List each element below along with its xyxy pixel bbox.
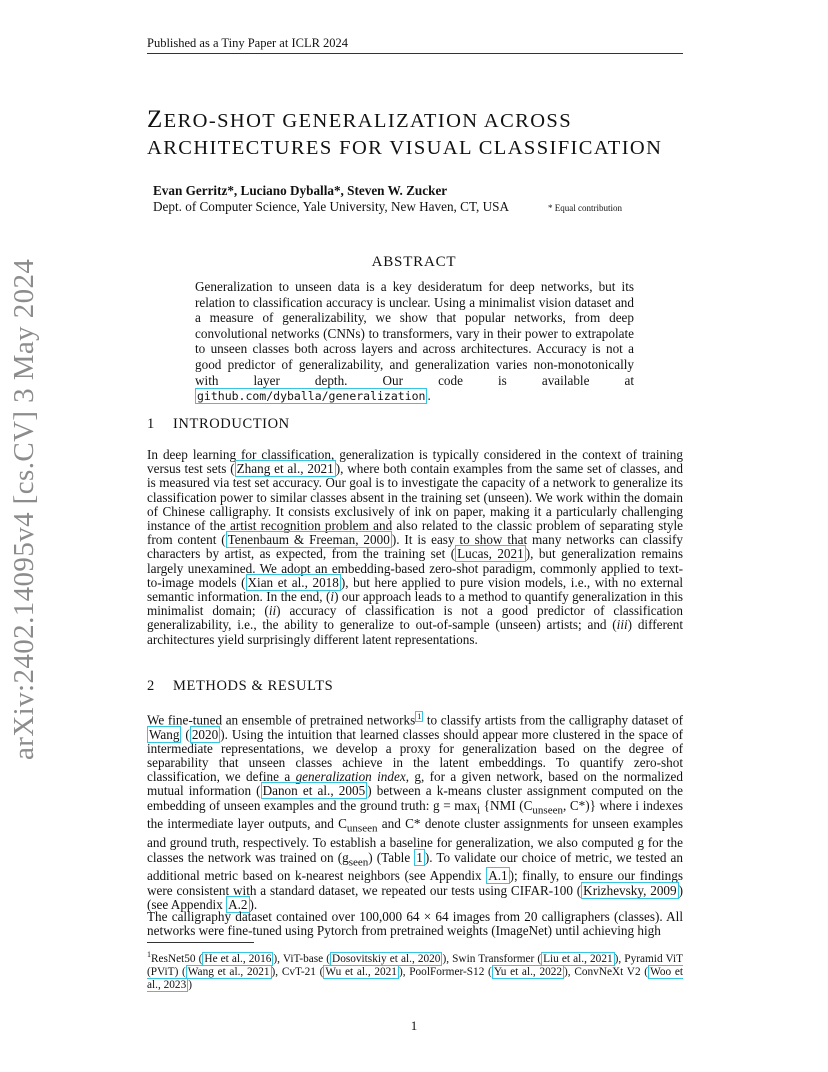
citation-link[interactable]: Wang et al., 2021 — [187, 965, 270, 978]
abstract-text — [195, 279, 634, 405]
text-run: ) our approach leads to a method to quantify generalization in this minimalist domain; ( — [147, 589, 684, 619]
text-run: ), CvT-21 ( — [271, 965, 324, 978]
text-run: , g, for a given network, based on the normalized mutual information ( — [147, 769, 684, 799]
citation-link[interactable]: Woo et al., 2023 — [147, 965, 683, 992]
text-run: ResNet50 ( — [151, 952, 203, 965]
abstract-body: Generalization to unseen data is a key desideratum for deep networks, but its relation to classification accuracy is unclear. Using a minimalist vision dataset and a measure of generalizability, we show that popular networks, from deep convolutional networks (CNNs) to transformers, vary in their power to extrapolate to unseen classes both across layers and across architectures. Accuracy is not a good predictor of generalizability, and generalization varies non-monotonically with layer depth. Our code is available at — [195, 279, 634, 388]
dataset-paragraph — [147, 910, 683, 938]
text-run: ) (see Appendix — [147, 882, 684, 912]
footnote-rule — [147, 942, 254, 943]
section-number: 2 — [147, 678, 155, 694]
citation-link[interactable]: Yu et al., 2022 — [493, 965, 563, 978]
text-run: ), where both contain examples from the same set of classes, and is measured via test set accuracy. Our goal is to investigate the capacity of a network to generalize its classification power to similar classes absent in the training set (unseen). We work within the domain of Chinese calligraphy. It consists exclusively of ink on paper, making it a particularly challenging instance of the artist recognition problem and also related to the classic problem of separating style from content ( — [147, 461, 683, 548]
math-subscript: unseen — [532, 804, 563, 817]
citation-link[interactable]: Danon et al., 2005 — [262, 783, 366, 799]
methods-paragraph — [147, 710, 683, 912]
appendix-ref-link[interactable]: A.1 — [488, 868, 508, 884]
arxiv-watermark: arXiv:2402.14095v4 [cs.CV] 3 May 2024 — [8, 258, 40, 760]
section-heading-introduction — [147, 416, 290, 433]
citation-link[interactable]: Zhang et al., 2021 — [236, 461, 334, 477]
text-run: and C* denote cluster assignments for unseen examples and ground truth, respectively. To establish a baseline for generalization, we also computed g for the classes the network was trained on (g — [147, 816, 683, 865]
citation-link[interactable]: Lucas, 2021 — [457, 546, 524, 562]
appendix-ref-link[interactable]: A.2 — [228, 896, 248, 912]
abstract-heading: ABSTRACT — [371, 254, 457, 270]
section-number: 1 — [147, 416, 155, 432]
text-run: ). To validate our choice of metric, we tested an additional metric based on k-nearest neighbors (see Appendix — [147, 849, 683, 884]
text-run: ( — [181, 726, 190, 742]
abstract-end: . — [427, 388, 431, 404]
text-run: ), Pyramid ViT (PViT) ( — [147, 952, 683, 978]
text-run: ) (Table — [368, 849, 415, 865]
citation-link[interactable]: Tenenbaum & Freeman, 2000 — [227, 532, 390, 548]
text-run: ). — [249, 896, 258, 912]
text-run: ), PoolFormer-S12 ( — [398, 965, 492, 978]
citation-link[interactable]: Wu et al., 2021 — [325, 965, 397, 978]
section-heading-methods — [147, 678, 333, 695]
math-subscript: unseen — [346, 823, 378, 836]
intro-paragraph — [147, 448, 683, 647]
code-link[interactable]: github.com/dyballa/generalization — [197, 389, 426, 404]
citation-link[interactable]: 2020 — [191, 726, 219, 742]
emphasis: generalization index — [295, 769, 406, 785]
section-title: INTRODUCTION — [173, 416, 290, 432]
footnote-mark: 1 — [147, 950, 151, 959]
text-run: , C*)} where i indexes the intermediate layer outputs, and C — [147, 797, 683, 832]
math-subscript: seen — [348, 856, 369, 869]
title-initial: Z — [147, 106, 164, 133]
text-run: The calligraphy dataset contained over 100,000 64 × 64 images from 20 calligraphers (classes). All networks were fine-tuned using Pytorch from pretrained weights (ImageNet) until achieving high — [147, 909, 683, 939]
page-number: 1 — [410, 1018, 418, 1033]
text-run: In deep learning for classification, generalization is typically considered in the context of training versus test sets ( — [147, 447, 683, 477]
table-ref-link[interactable]: 1 — [416, 849, 423, 865]
text-run: ) — [188, 979, 192, 992]
header-rule — [147, 53, 683, 54]
affiliation: Dept. of Computer Science, Yale University, New Haven, CT, USA — [153, 199, 509, 214]
text-run: ). It is easy to show that many networks can classify characters by artist, as expected, from the training set ( — [147, 532, 684, 562]
equal-contribution-note: * Equal contribution — [548, 203, 622, 213]
citation-link[interactable]: Xian et al., 2018 — [247, 574, 339, 590]
footnote — [147, 948, 683, 992]
section-title: METHODS & RESULTS — [173, 678, 334, 694]
text-run: ), Swin Transformer ( — [442, 952, 542, 965]
citation-link[interactable]: Krizhevsky, 2009 — [583, 882, 677, 898]
text-run: ), but here applied to pure vision models, i.e., with no external semantic information. In the end, ( — [147, 574, 683, 605]
math-subscript: i — [476, 804, 481, 817]
text-run: ), but generalization remains largely unexamined. We adopt an embedding-based zero-shot paradigm, commonly applied to text-to-image models ( — [147, 546, 683, 590]
paper-title — [147, 106, 687, 162]
authors: Evan Gerritz*, Luciano Dyballa*, Steven W. Zucker — [153, 183, 448, 198]
text-run: ), ConvNeXt V2 ( — [564, 965, 649, 978]
title-line1: ERO-SHOT GENERALIZATION ACROSS — [163, 110, 573, 132]
text-run: ) different architectures yield surprisingly different latent representations. — [147, 617, 683, 647]
title-line2: ARCHITECTURES FOR VISUAL CLASSIFICATION — [147, 137, 663, 159]
text-run: {NMI (C — [480, 797, 533, 813]
enum-marker: i — [330, 589, 335, 605]
citation-link[interactable]: He et al., 2016 — [204, 952, 272, 965]
text-run: to classify artists from the calligraphy dataset of — [423, 712, 683, 728]
text-run: ), ViT-base ( — [273, 952, 331, 965]
text-run: We fine-tuned an ensemble of pretrained networks — [147, 712, 416, 728]
enum-marker: iii — [616, 617, 628, 633]
citation-link[interactable]: Dosovitskiy et al., 2020 — [332, 952, 441, 965]
text-run: ) between a k-means cluster assignment computed on the embedding of unseen examples and the ground truth: g = max — [147, 783, 683, 813]
text-run: ); finally, to ensure our findings were consistent with a standard dataset, we repeated our tests using CIFAR-100 ( — [147, 868, 683, 898]
enum-marker: ii — [268, 603, 277, 619]
footnote-ref-link[interactable]: 1 — [417, 712, 422, 721]
citation-link[interactable]: Wang — [149, 726, 180, 742]
running-header: Published as a Tiny Paper at ICLR 2024 — [147, 36, 349, 50]
citation-link[interactable]: Liu et al., 2021 — [543, 952, 613, 965]
text-run: ) accuracy of classification is not a good predictor of classification generalizability, i.e., the ability to generalize to out-of-sample (unseen) artists; and ( — [147, 603, 683, 633]
text-run: ). Using the intuition that learned classes should appear more clustered in the space of intermediate representations, we develop a proxy for generalization based on the degree of separability that unseen classes achieve in the latent embeddings. To quantify zero-shot classification, we define a — [147, 726, 683, 785]
